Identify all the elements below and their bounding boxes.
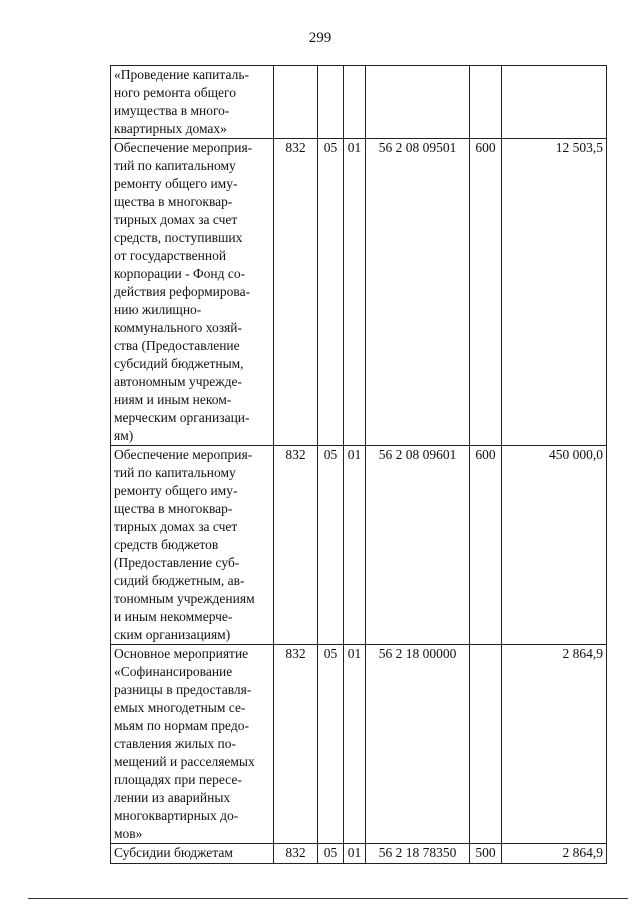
table-row: [111, 844, 607, 864]
section-code: 05: [318, 446, 344, 645]
target-code: 56 2 18 78350: [366, 844, 470, 864]
item-name: «Проведение капиталь- ного ремонта общего имущества в много- квартирных домах»: [111, 66, 274, 139]
table-row: [111, 645, 607, 844]
expense-type-code: [470, 645, 502, 844]
ministry-code: 832: [274, 645, 318, 844]
subsection-code: 01: [344, 446, 366, 645]
section-code: [318, 66, 344, 139]
table-row: [111, 139, 607, 446]
item-name: Обеспечение мероприя- тий по капитальному ремонту общего иму- щества в многоквар- тирных домах за счет средств бюджетов (Предоставление суб- сидий бюджетным, ав- тономным учреждениям и иным некоммерче- ским организациям): [111, 446, 274, 645]
expense-type-code: 600: [470, 139, 502, 446]
subsection-code: 01: [344, 139, 366, 446]
expense-type-code: 500: [470, 844, 502, 864]
expense-type-code: [470, 66, 502, 139]
item-name: Обеспечение мероприя- тий по капитальному ремонту общего иму- щества в многоквар- тирных домах за счет средств, поступивших от государственной корпорации - Фонд со- действия реформирова- нию жилищно- коммунального хозяй- ства (Предоставление субсидий бюджетным, автономным учрежде- ниям и иным неком- мерческим организаци- ям): [111, 139, 274, 446]
table-row: [111, 446, 607, 645]
item-name: Субсидии бюджетам: [111, 844, 274, 864]
ministry-code: 832: [274, 446, 318, 645]
target-code: [366, 66, 470, 139]
budget-table: [110, 65, 607, 864]
target-code: 56 2 08 09601: [366, 446, 470, 645]
section-code: 05: [318, 844, 344, 864]
amount: 12 503,5: [502, 139, 607, 446]
target-code: 56 2 18 00000: [366, 645, 470, 844]
ministry-code: 832: [274, 139, 318, 446]
table-row: [111, 66, 607, 139]
section-code: 05: [318, 139, 344, 446]
item-name: Основное мероприятие «Софинансирование разницы в предоставля- емых многодетным се- мьям по нормам предо- ставления жилых по- мещений и расселяемых площадях при пересе- лении из аварийных многоквартирных до- мов»: [111, 645, 274, 844]
subsection-code: [344, 66, 366, 139]
page-number: 299: [308, 30, 332, 46]
ministry-code: 832: [274, 844, 318, 864]
target-code: 56 2 08 09501: [366, 139, 470, 446]
amount: 450 000,0: [502, 446, 607, 645]
section-code: 05: [318, 645, 344, 844]
expense-type-code: 600: [470, 446, 502, 645]
amount: [502, 66, 607, 139]
subsection-code: 01: [344, 844, 366, 864]
bottom-rule: [28, 898, 628, 899]
amount: 2 864,9: [502, 844, 607, 864]
ministry-code: [274, 66, 318, 139]
amount: 2 864,9: [502, 645, 607, 844]
subsection-code: 01: [344, 645, 366, 844]
